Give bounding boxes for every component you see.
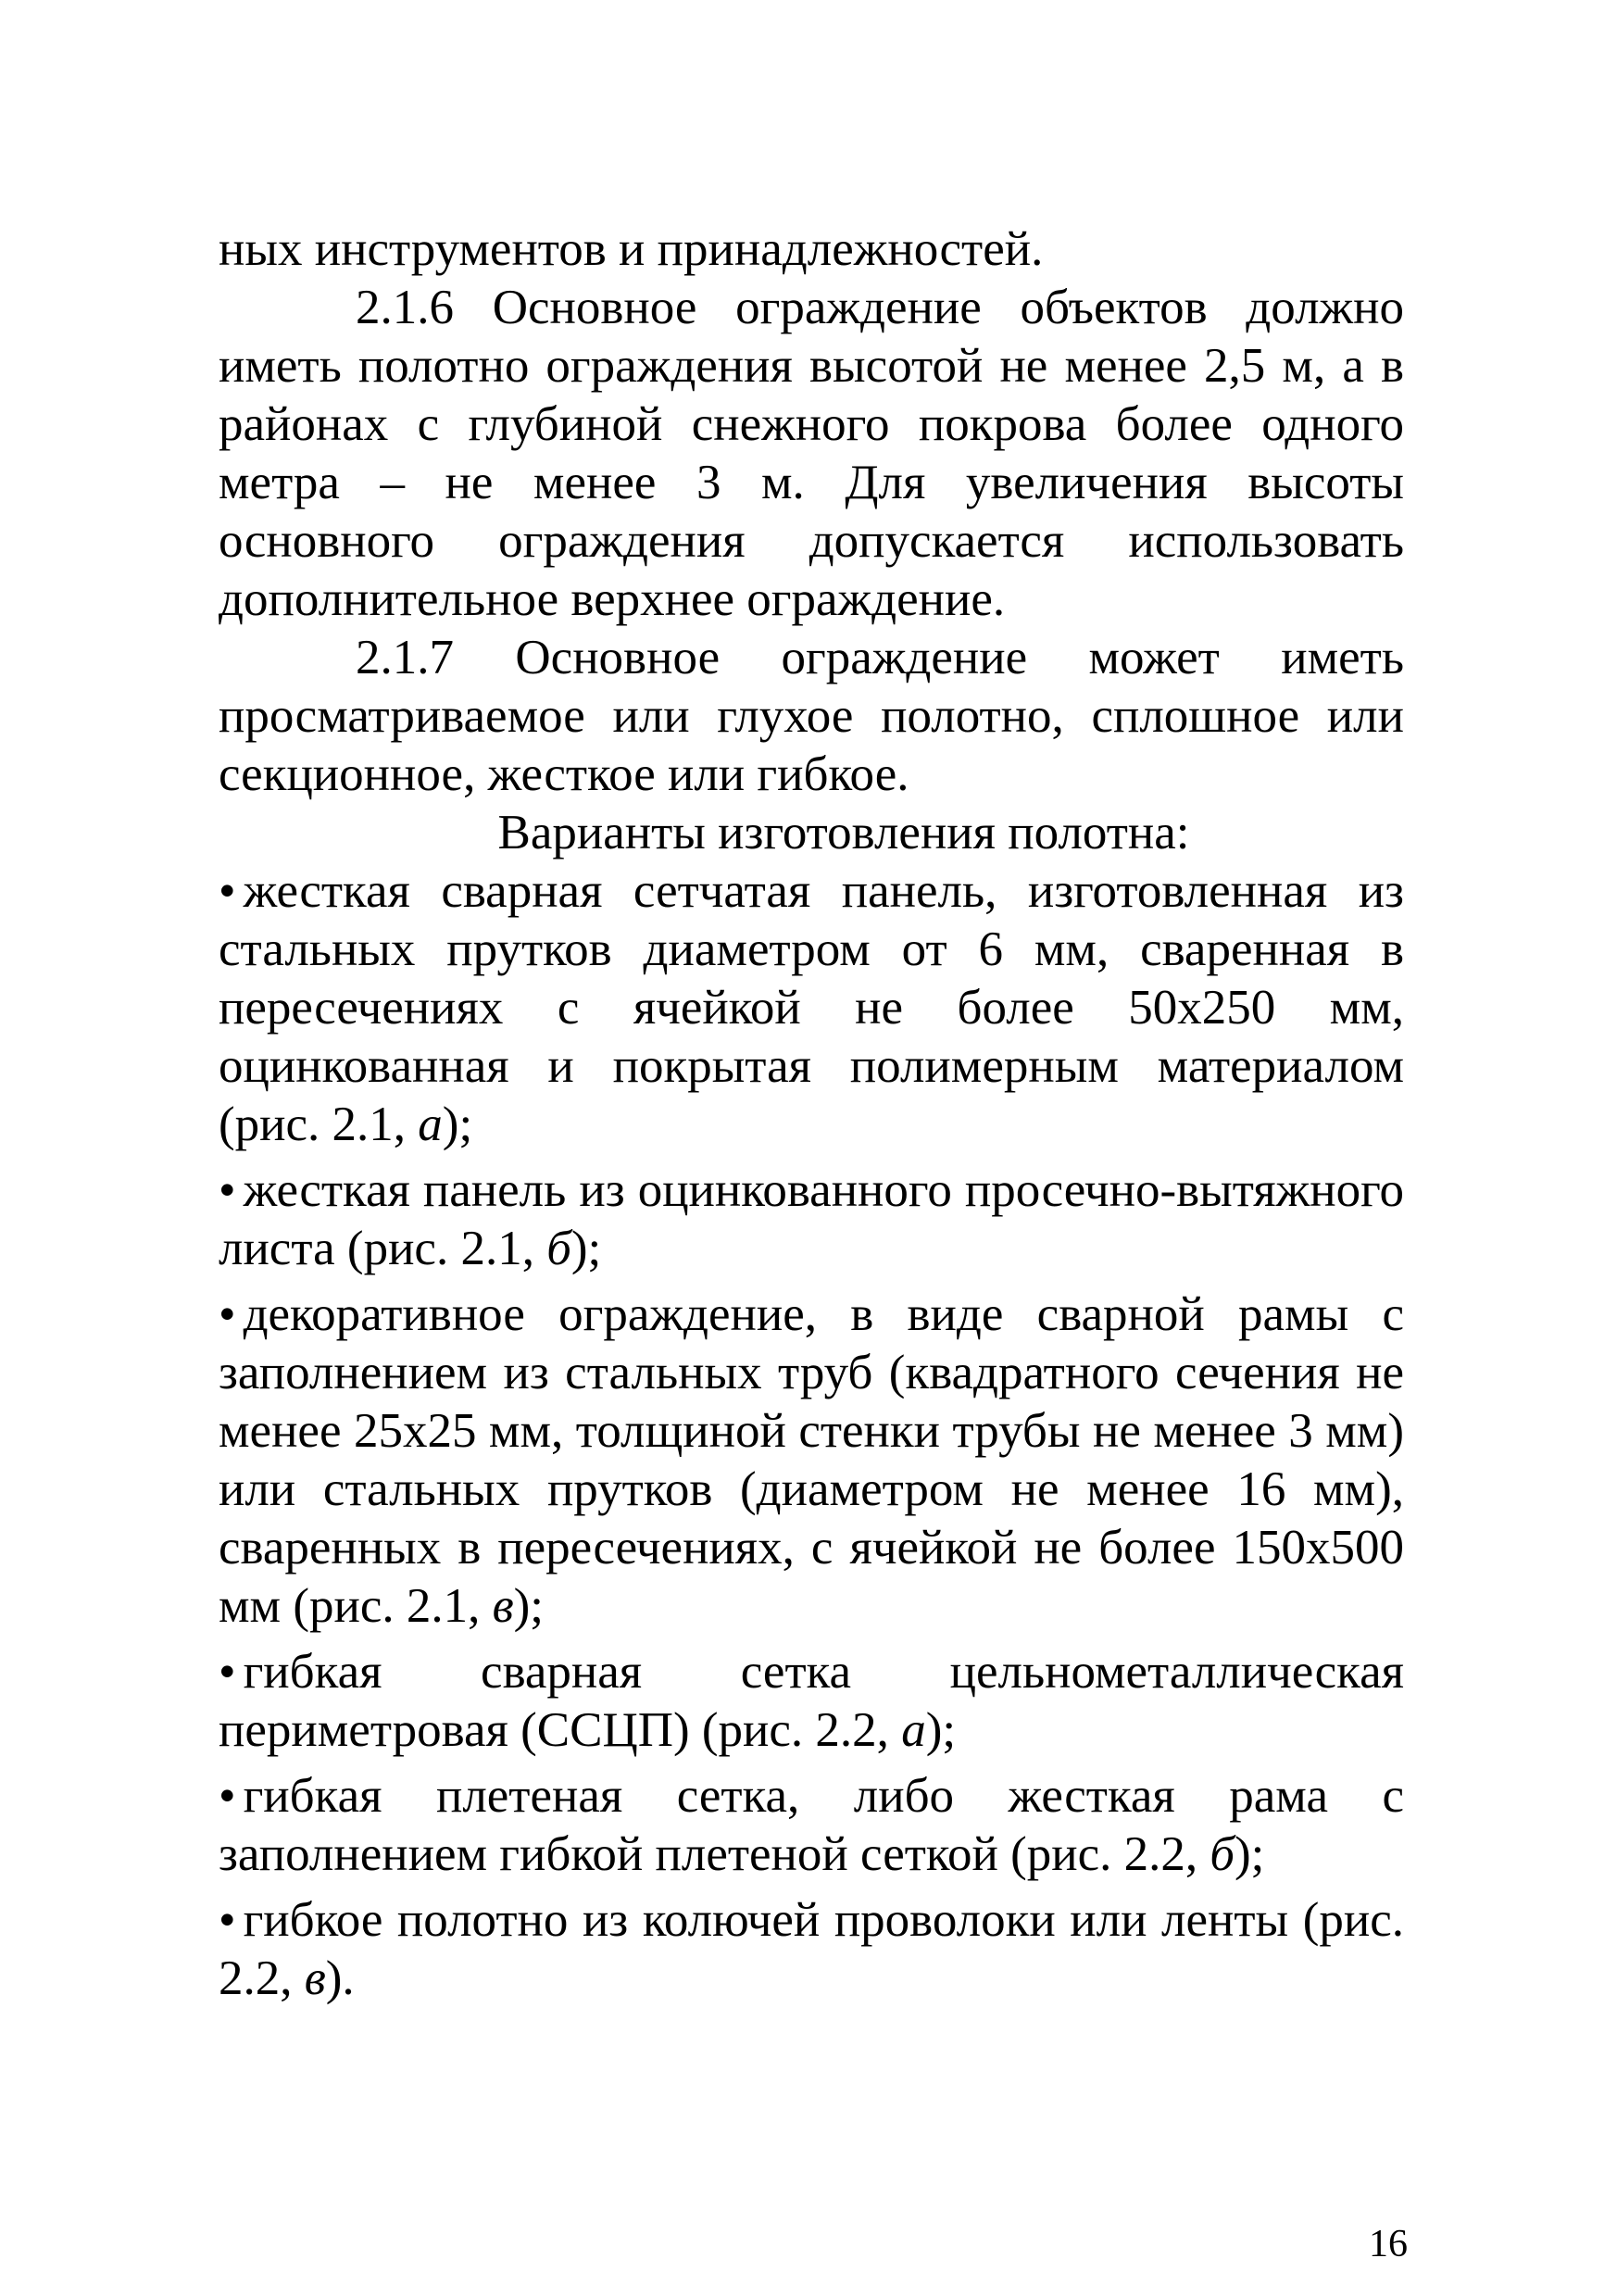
paragraph-2-1-7: 2.1.7 Основное ограждение может иметь просматриваемое или глухое полотно, сплошное или секционное, жесткое или гибкое. <box>219 631 1404 801</box>
list-heading: Варианты изготовления полотна: <box>497 806 1190 859</box>
list-item <box>219 1286 1404 1636</box>
list-item <box>219 1891 1404 2008</box>
bullet-icon: • <box>219 1163 236 1217</box>
list-item-tail: ); <box>513 1579 545 1633</box>
list-item-text: гибкое полотно из колючей проволоки или ленты (рис. 2.2, <box>219 1893 1404 2005</box>
list-item-tail: ); <box>925 1703 957 1757</box>
list-item <box>219 1767 1404 1884</box>
list-item <box>219 1161 1404 1278</box>
page-number: 16 <box>1369 2223 1408 2265</box>
list-item-tail: ). <box>325 1951 355 2005</box>
figure-ref: в <box>304 1951 326 2005</box>
list-item-text: декоративное ограждение, в виде сварной рамы с заполнением из стальных труб (квадратного сечения не менее 25х25 мм, толщиной стенки трубы не менее 3 мм) или стальных прутков (диаметром не менее 16 мм), сваренных в пересечениях, с ячейкой не более 150х500 мм (рис. 2.1, <box>219 1287 1404 1633</box>
list-item-text: жесткая сварная сетчатая панель, изготовленная из стальных прутков диаметром от 6 мм, сваренная в пересечениях с ячейкой не более 50х250 мм, оцинкованная и покрытая полимерным материалом (рис. 2.1, <box>219 864 1404 1151</box>
bullet-icon: • <box>219 1769 236 1823</box>
figure-ref: а <box>418 1098 443 1151</box>
bullet-icon: • <box>219 1287 236 1341</box>
list-item <box>219 862 1404 1154</box>
list-item-tail: ); <box>570 1222 602 1275</box>
paragraph-continuation: ных инструментов и принадлежностей. <box>219 222 1044 276</box>
list-item-text: гибкая плетеная сетка, либо жесткая рама с заполнением гибкой плетеной сеткой (рис. 2.2, <box>219 1769 1404 1881</box>
figure-ref: а <box>901 1703 926 1757</box>
list-item-text: гибкая сварная сетка цельнометаллическая периметровая (ССЦП) (рис. 2.2, <box>219 1645 1404 1757</box>
bullet-icon: • <box>219 1893 236 1947</box>
bullet-icon: • <box>219 864 236 918</box>
list-item <box>219 1643 1404 1760</box>
figure-ref: в <box>492 1579 514 1633</box>
list-item-text: жесткая панель из оцинкованного просечно-вытяжного листа (рис. 2.1, <box>219 1163 1404 1275</box>
body-text <box>219 220 1404 2008</box>
list-item-tail: ); <box>1235 1827 1265 1881</box>
figure-ref: б <box>1210 1827 1235 1881</box>
list-item-tail: ); <box>442 1098 473 1151</box>
paragraph-2-1-6: 2.1.6 Основное ограждение объектов должно иметь полотно ограждения высотой не менее 2,5 м, а в районах с глубиной снежного покрова более одного метра – не менее 3 м. Для увеличения высоты основного ограждения допускается использовать дополнительное верхнее ограждение. <box>219 281 1404 626</box>
bullet-icon: • <box>219 1645 236 1699</box>
figure-ref: б <box>546 1222 571 1275</box>
